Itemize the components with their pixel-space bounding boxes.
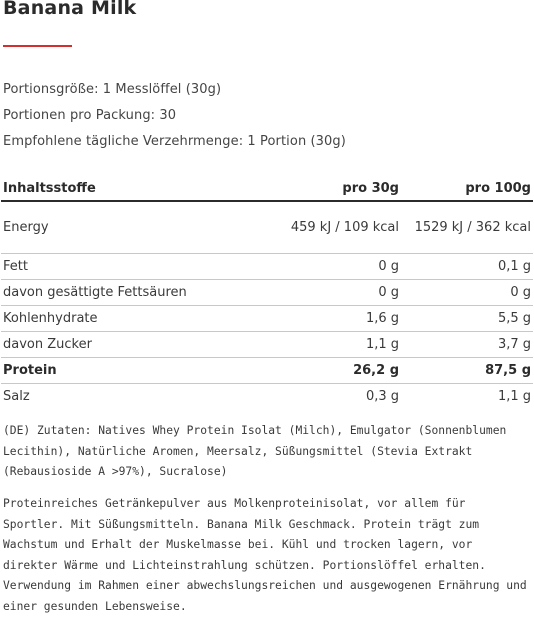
header-ingredients: Inhaltsstoffe <box>1 177 251 201</box>
table-row <box>1 332 533 358</box>
row-per-100g: 0 g <box>401 280 533 306</box>
row-label: Protein <box>1 358 251 384</box>
nutrition-table-header <box>1 177 533 201</box>
table-row <box>1 201 533 254</box>
product-title: Banana Milk <box>3 0 137 19</box>
ingredients-text: (DE) Zutaten: Natives Whey Protein Isolat (Milch), Emulgator (Sonnenblumen Lecithin), Natürliche Aromen, Meersalz, Süßungsmittel (Stevia Extrakt (Rebausioside A >97%), Sucralose) <box>3 424 507 478</box>
row-label: Salz <box>3 389 30 404</box>
header-per-30g: pro 30g <box>251 177 401 201</box>
row-per-100g: 87,5 g <box>401 358 533 384</box>
recommended-daily-intake: Empfohlene tägliche Verzehrmenge: 1 Portion (30g) <box>3 134 346 149</box>
row-per-30g: 1,6 g <box>251 306 401 332</box>
header-per-100g: pro 100g <box>401 177 533 201</box>
servings-per-pack: Portionen pro Packung: 30 <box>3 108 177 123</box>
table-row <box>1 306 533 332</box>
row-label: Energy <box>1 201 251 254</box>
product-description: Proteinreiches Getränkepulver aus Molkenproteinisolat, vor allem für Sportler. Mit Süßungsmitteln. Banana Milk Geschmack. Protein trägt zum Wachstum und Erhalt der Muskelmasse bei. Kühl und trocken lagern, vor direkter Wärme und Lichteinstrahlung schützen. Portionslöffel erhalten. Verwendung im Rahmen einer abwechslungsreichen und ausgewogenen Ernährung und einer gesunden Lebensweise. <box>3 497 527 613</box>
row-per-100g: 0,1 g <box>401 254 533 280</box>
table-row <box>1 384 533 410</box>
row-per-100g: 1529 kJ / 362 kcal <box>401 201 533 254</box>
row-label: Fett <box>1 254 251 280</box>
serving-size: Portionsgröße: 1 Messlöffel (30g) <box>3 82 222 97</box>
row-per-30g: 0,3 g <box>365 389 399 404</box>
table-row <box>1 280 533 306</box>
table-row <box>1 254 533 280</box>
table-row <box>1 358 533 384</box>
row-label: davon Zucker <box>1 332 251 358</box>
row-label: Kohlenhydrate <box>1 306 251 332</box>
row-per-30g: 26,2 g <box>251 358 401 384</box>
row-per-100g: 5,5 g <box>401 306 533 332</box>
nutrition-table <box>1 177 533 409</box>
row-label: davon gesättigte Fettsäuren <box>1 280 251 306</box>
row-per-100g: 1,1 g <box>497 389 531 404</box>
row-per-30g: 0 g <box>251 280 401 306</box>
row-per-30g: 0 g <box>251 254 401 280</box>
row-per-30g: 459 kJ / 109 kcal <box>251 201 401 254</box>
row-per-30g: 1,1 g <box>251 332 401 358</box>
title-accent-line <box>3 45 72 47</box>
row-per-100g: 3,7 g <box>401 332 533 358</box>
